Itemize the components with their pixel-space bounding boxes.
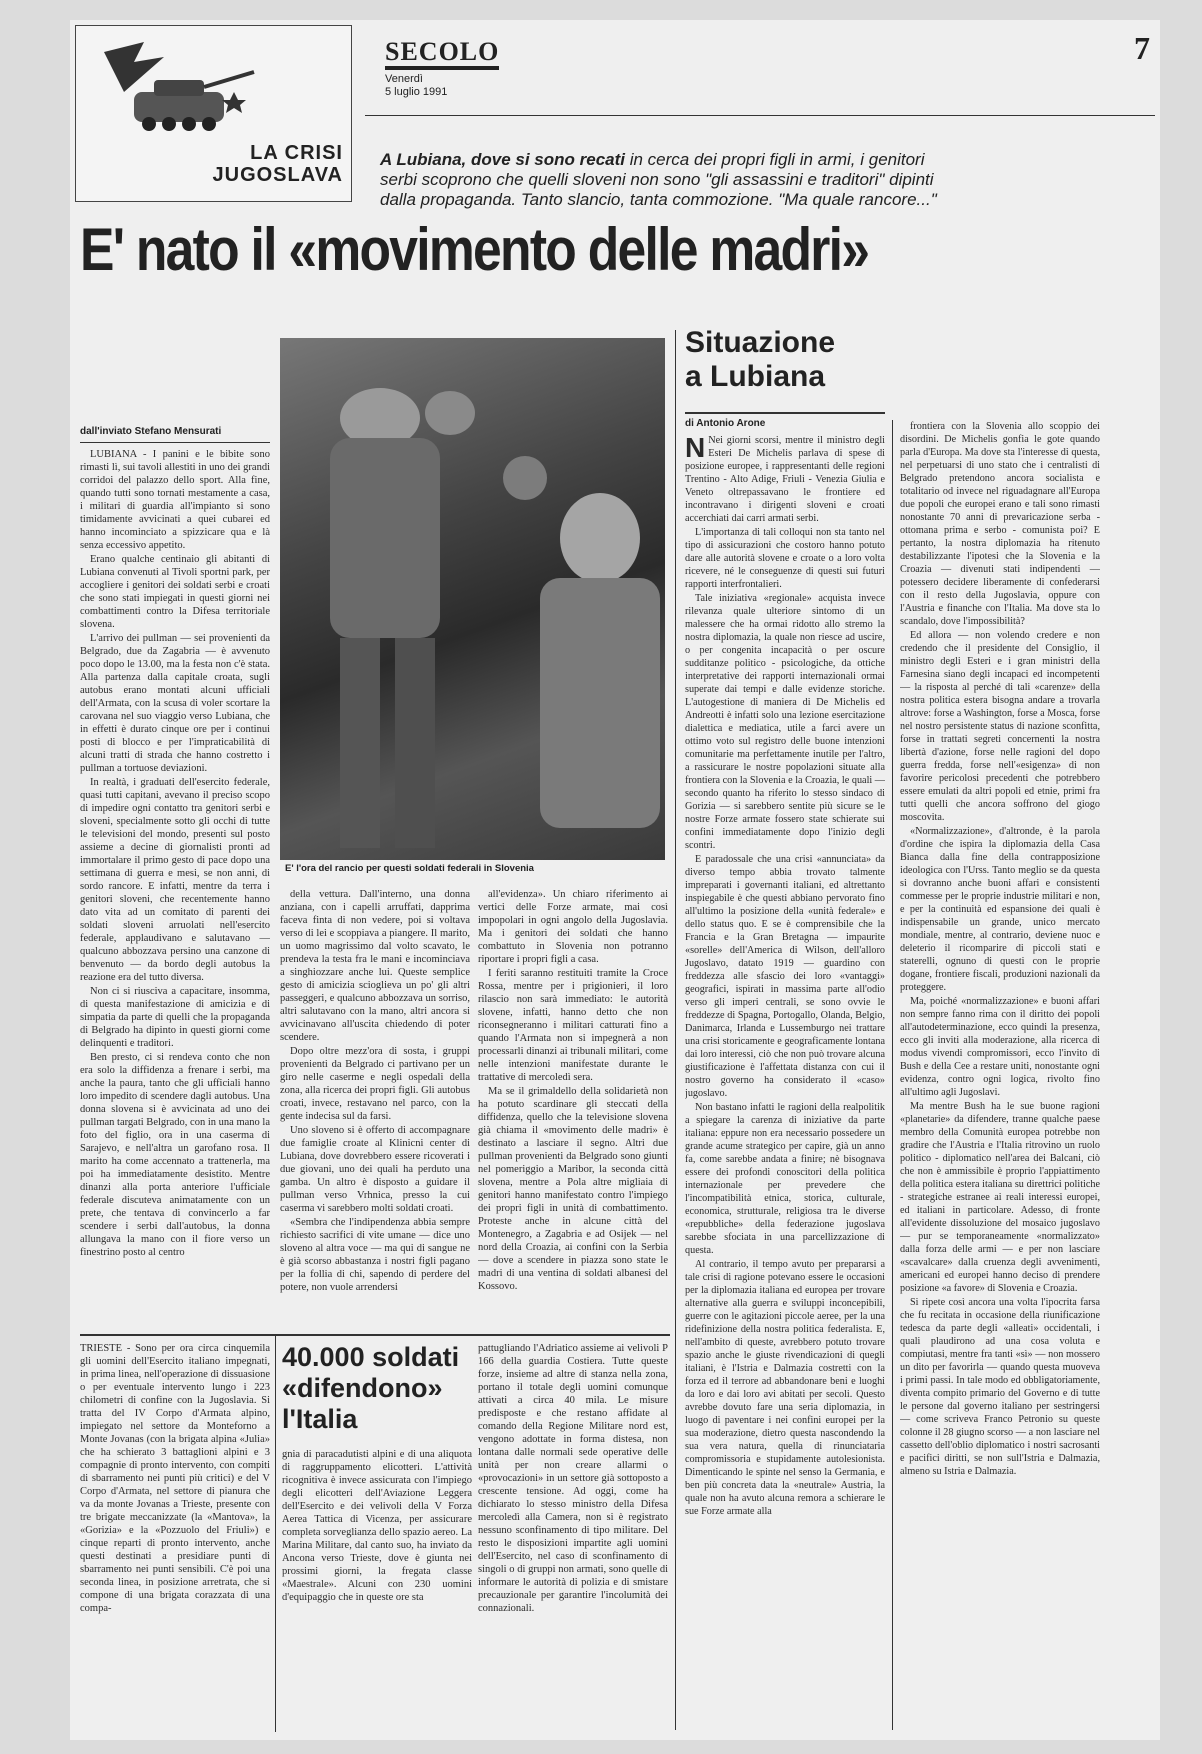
sidebar-title-line1: Situazione (685, 326, 836, 359)
section-label-line2: JUGOSLAVA (212, 164, 343, 186)
sidebar-col1-para-first (685, 434, 885, 525)
main-col1-para: LUBIANA - I panini e le bibite sono rimasti lì, sui tavoli allestiti in uno dei grandi corridoi del palazzo dello sport. Alla fine, quando tutti sono tornati mestamente a casa, i militari di guardia all'impianto si sono timidamente avvicinati a quei cubarei ed hanno incominciato a spizzicare qua e là senza eccessivo appetito. (80, 449, 270, 551)
bottom-title-line1: 40.000 soldati (282, 1342, 460, 1372)
sidebar-title (685, 326, 835, 394)
column-divider (675, 330, 676, 1730)
main-article-col1 (80, 448, 270, 1328)
intro-bold: A Lubiana, dove si sono recati (380, 150, 625, 169)
main-col1-para: Ben presto, ci si rendeva conto che non era solo la diffidenza a frenare i serbi, ma anche la paura, tanto che gli ufficiali hanno loro impedito di scendere dagli autobus. Una donna slovena si è avvicinata ad uno dei pullman targati Belgrado, con in una mano la foto del figlio, ora in una caserma di Sarajevo, e nell'altra un garofano rosa. Il marito ha come accennato a trattenerla, ma poi ha immediatamente desistito. Mentre dinanzi alla porta anteriore l'ufficiale federale discuteva animatamente con un prete, che tentava di convincerlo a far scendere i serbi dall'autobus, la donna allungava la mano con il fiore verso un finestrino posto al centro (80, 1052, 270, 1258)
sidebar-col2-para: Si ripete così ancora una volta l'ipocrita farsa che fu recitata in occasione della riunificazione tedesca da parte degli «alleati» occidentali, i quali plaudirono ad una cosa voluta e compiutasi, mentre fra tanti «sì» — non mossero un dito per favorirla — quando questa muoveva i primi passi. In tale modo ed obbligatoriamente, diventa compito primario del Governo e di tutte le persone dal governo italiano per sestringersi — come scriveva Franco Petronio su queste colonne il 28 giugno scorso — a non lasciare nel cassetto dell'oblio diplomatico i nostri sacrosanti e pacifici diritti, se non sull'Istria e Dalmazia, almeno su Istria e Dalmazia. (900, 1297, 1100, 1477)
main-col2-para: della vettura. Dall'interno, una donna anziana, con i capelli arruffati, dapprima faceva finta di non vedere, poi si voltava verso di lei e scoppiava a piangere. Il marito, un uomo magrissimo dal volto scavato, le prendeva la testa fra le mani e incominciava a singhiozzare anche lui. Queste semplice gesto di amicizia scioglieva un po' gli altri passeggeri, e qualcuno abbozzava un sorriso, altri salutavano con la mano, altri ancora si avvicinavano all'uscita chiedendo di poter scendere. (280, 889, 470, 1043)
sidebar-col1-para: Nei giorni scorsi, mentre il ministro degli Esteri De Michelis parlava di spese di posizione europee, i rappresentanti delle regioni Trentino - Alto Adige, Friuli - Venezia Giulia e Veneto oltrepassavano le frontiere ed incontravano i dirigenti sloveni e croati accerchiati dai carri armati serbi. (685, 435, 885, 524)
sidebar-col1-para: Al contrario, il tempo avuto per prepararsi a tale crisi di ragione potevano essere le occasioni per la diplomazia italiana ed europea per trovare alternative alla guerra e sviluppi inconcepibili, guerre con le agitazioni piccole aeree, per la una ridefinizione della nostra politica federalista. E, nell'ambito di queste, avrebbero potuto trovare spazio anche le giuste rivendicazioni di quegli italiani, è l'Istria e Dalmazia costretti con la forza ed il terrore ad abbandonare beni e luoghi da loro e dai loro avi abitati per secoli. Questo avrebbe dovuto fare una seria diplomazia, in luogo di paventare i nei confini europei per la sua moderazione, dietro questa nascondendo la sua vera natura, quella di rinunciataria compromissoria e stupidamente autolesionista. Dimenticando le spinte nel senso la Germania, e ben più concreta data la «neutrale» Austria, la quale non ha avuto alcuna remora a schierare le sue Forze armate alla (685, 1259, 885, 1517)
sidebar-title-line2: a Lubiana (685, 360, 826, 393)
sidebar-col2-para: Ed allora — non volendo credere e non credendo che il presidente del Consiglio, il ministro degli Esteri e i gran ministri della Farnesina siano degli incapaci ed incompetenti — la risposta al perché di tali «carenze» della nostra politica estera bisogna andare a trovarla altrove: forse a Washington, forse a Mosca, forse nel nostro persistente status di nazione sconfitta, forse in trattati segreti concernenti la nostra libertà d'azione, forse nelle ragioni del dopo guerra fredda, forse nell'«esigenza» di non favorire pericolosi precedenti che potrebbero essere emulati da altri popoli ed etnie, primi fra tutti quelli che ancora soffrono del giogo moscovita. (900, 630, 1100, 823)
soldiers-photo (280, 338, 665, 860)
bottom-article-col1 (80, 1342, 270, 1732)
section-label (213, 142, 344, 186)
main-article-col3 (478, 888, 668, 1328)
section-label-line1: LA CRISI (250, 142, 343, 164)
bottom-title-line3: l'Italia (282, 1404, 358, 1434)
newspaper-name: SECOLO (385, 38, 499, 70)
sidebar-byline: di Antonio Arone (685, 418, 766, 429)
main-col2-para: «Sembra che l'indipendenza abbia sempre richiesto sacrifici di vite umane — dice uno sloveno al altra voce — ma qui di sangue ne è già scorso abbastanza i nostri figli pagano per la follia di chi, sapendo di perdere del potere, non vuole arrendersi (280, 1217, 470, 1293)
main-col1-para: Erano qualche centinaio gli abitanti di Lubiana convenuti al Tivoli sportni park, per accogliere i genitori dei soldati serbi e croati che sono stati impiegati in questi giorni nei combattimenti contro la Difesa territoriale slovena. (80, 554, 270, 630)
main-article-col2 (280, 888, 470, 1328)
main-col3-para: Ma se il grimaldello della solidarietà non ha potuto scardinare gli steccati della diffidenza, quello che la televisione slovena già chiama il «movimento delle madri» è destinato a lasciare il segno. Altri due pullman provenienti da Belgrado sono giunti nel pomeriggio a Maribor, la seconda città slovena, mentre a Pola altre migliaia di genitori hanno manifestato contro l'impiego dei propri figli in unità di combattimento. Proteste anche in alcune città del Montenegro, a Zagabria e ad Osijek — nel nord della Croazia, ai confini con la Serbia — dove a scendere in piazza sono state le madri di una ventina di soldati albanesi del Kossovo. (478, 1086, 668, 1292)
bottom-title-line2: «difendono» (282, 1373, 443, 1403)
sidebar-col1-para: Non bastano infatti le ragioni della realpolitik a spiegare la carenza di iniziative da parte italiana: eppure non era necessario possedere un grande acume strategico per capire, già un anno fa, come sarebbe andata a finire; nè bisognava essere dei profondi conoscitori della politica internazionale per prevedere che l'incompatibilità etnica, storica, culturale, economica, strutturale, religiosa tra le diverse «repubbliche» della federazione jugoslava sarebbe sfociata in una parcellizzazione di questa. (685, 1102, 885, 1256)
main-col2-para: Dopo oltre mezz'ora di sosta, i gruppi provenienti da Belgrado ci partivano per un giro nelle caserme e negli ospedali della zona, alla ricerca dei propri figli. Gli autobus croati, invece, restavano nel parco, con la gente indecisa sul da farsi. (280, 1046, 470, 1122)
main-col1-para: L'arrivo dei pullman — sei provenienti da Belgrado, due da Zagabria — è avvenuto poco dopo le 13.00, ma la festa non c'è stata. Alla partenza dalla capitale croata, sugli autobus erano montati alcuni ufficiali dell'Armata, con la scusa di voler scortare la carovana nel suo viaggio verso Lubiana, che in effetti è durato cinque ore per i continui posti di blocco e per l'impraticabilità di alcuni tratti di strada che hanno costretto i pullman a tortuose deviazioni. (80, 633, 270, 774)
sidebar-col2-para: Ma mentre Bush ha le sue buone ragioni «planetarie» da difendere, tranne qualche paese membro della Comunità europea potrebbe non gradire che l'Austria e l'Italia ritrovino un ruolo politico - diplomatico nell'area dei Balcani, ciò che non è ammissibile è proprio l'appiattimento della politica estera italiana su direttrici politiche - strategiche estranee ai reali interessi europei, ed italiani in particolare. Adesso, di fronte all'evidente dissoluzione del mosaico jugoslavo — pur se temporaneamente «normalizzato» dalla forza delle armi — e per non lasciare «scavalcare» dalla cruenza degli avvenimenti, americani ed europei hanno deciso di prendere posizione «a favore» di Slovenia e Croazia. (900, 1101, 1100, 1294)
intro-text (380, 150, 940, 210)
sidebar-col2 (900, 420, 1100, 1730)
main-col3-para: all'evidenza». Un chiaro riferimento ai vertici delle Forze armate, mai così impopolari in ogni angolo della Jugoslavia. Ma i genitori dei soldati che hanno combattuto in Slovenia non potranno riportare i propri figli a casa. (478, 889, 668, 965)
dropcap: N (685, 434, 706, 463)
main-col1-para: Non ci si riusciva a capacitare, insomma, di questa manifestazione di amicizia e di simpatia da parte di quelli che la propaganda di Belgrado ha dipinto in questi giorni come delinquenti e traditori. (80, 986, 270, 1049)
bottom-article-col3 (478, 1342, 668, 1732)
soldiers-photo-illustration (280, 338, 665, 860)
byline-rule (80, 442, 270, 443)
bottom-article-rule (80, 1334, 670, 1336)
bottom-article-col2 (282, 1448, 472, 1732)
sidebar-col1 (685, 434, 885, 1730)
bottom-divider-1 (275, 1336, 276, 1732)
photo-caption: E' l'ora del rancio per questi soldati federali in Slovenia (285, 863, 534, 874)
bottom-article-title (282, 1342, 472, 1435)
sidebar-col1-para: Tale iniziativa «regionale» acquista invece rilevanza quale ulteriore sintomo di un malessere che ha ormai ridotto allo stremo la nostra diplomazia, la quale non riesce ad uscire, o per congenita incapacità o per oscure sudditanze politico - psicologiche, da ottiche interpretative dei rapporti internazionali ormai superate dai tempi e dalle evidenze storiche. L'autogestione di maniera di De Michelis ed Andreotti è infatti solo una lezione esercitazione dialettica e mediatica, utile a farci avere un ottimo voto sul registro delle buone intenzioni comunitarie ma perfettamente inutile per l'altro, a rassicurare le nostre popolazioni situate alla frontiera con la Slovenia e la Croazia, le quali — secondo quanto ha riferito lo stesso sindaco di Gorizia — si sarebbero sentite più sicure se le nostre Forze armate fossero state schierate sui confini immediatamente dopo l'inizio degli scontri. (685, 593, 885, 851)
page-number: 7 (1134, 30, 1150, 66)
sidebar-col2-para: «Normalizzazione», d'altronde, è la parola d'ordine che ispira la diplomazia della Casa Bianca dalla fine della contrapposizione ideologica con l'Urss. Tanto meglio se da questa si dovranno anche buoni affari e consistenti commesse per le proprie industrie militari e non, e per la continuità ed espansione dei quali è indispensabile un grande, unico mercato mondiale, mentre, al contrario, deviene nuoc e deleterio il ricomparire di piccoli stati e staterelli, ognuno di questi con le proprie dogane, frontiere fiscali, produzioni nazionali da proteggere. (900, 826, 1100, 993)
sidebar-title-rule (685, 412, 885, 414)
sidebar-col2-para: Ma, poiché «normalizzazione» e buoni affari non sempre fanno rima con il diritto dei popoli all'autodeterminazione, ecco quindi la presenza, ecco gli inviti alla moderazione, alla ricerca di modus vivendi compromissori, ecco l'invito di Bush e della Cee a restare uniti, nonostante ogni evidenza, contro ogni logica, rivolto fino all'ultimo agli Jugoslavi. (900, 996, 1100, 1098)
main-col3-para: I feriti saranno restituiti tramite la Croce Rossa, mentre per i prigionieri, il loro rilascio non sarà immediato: le autorità slovene, infatti, hanno detto che non riconsegneranno i militari catturati fino a quando l'Armata non si impegnerà a non processarli dinanzi ai tribunali militari, come nelle intenzioni manifestate durante le trattative di mercoledì sera. (478, 968, 668, 1083)
sidebar-col2-para: frontiera con la Slovenia allo scoppio dei disordini. De Michelis gonfia le gote quando parla d'Europa. Ma dove sta l'interesse di questa, nel perpetuarsi di uno stato che i centralisti di Belgrado pretendono ancora socialista e totalitario od invece nel riguadagnare all'Europa due popoli che europei erano e tali sono rimasti nonostante 70 anni di prevaricazione serba - ottomana prima e serbo - comunista poi? E pertanto, la nostra diplomazia ha ritenuto destabilizzante l'ipotesi che la Slovenia e la Croazia — divenuti stati indipendenti — potessero decidere liberamente di confederarsi con il resto della Jugoslavia, oppure con l'Austria e finanche con l'Italia. Ma dove sta lo scandalo, dove l'impossibilità? (900, 421, 1100, 627)
header-rule (365, 115, 1155, 116)
headline: E' nato il «movimento delle madri» (80, 216, 869, 283)
issue-day: Venerdì (385, 73, 423, 85)
main-col1-para: In realtà, i graduati dell'esercito federale, quasi tutti capitani, avevano il preciso scopo di impedire ogni contatto tra genitori serbi e sloveni, specialmente sotto gli occhi di tutte le televisioni del mondo, presenti sul posto assieme a decine di giornalisti pronti ad immortalare il primo gesto di pace dopo una settimana di guerra e mesi, se non anni, di sordo rancore. E infatti, mentre da terra i genitori sloveni, che recentemente hanno dato vita ad un comitato di parenti dei soldati sloveni arruolati nell'esercito federale, applaudivano e salutavano — qualcuno abbozzava persino una canzone di benvenuto — da bordo degli autobus la reazione era del tutto diversa. (80, 777, 270, 983)
bottom-col1-para: TRIESTE - Sono per ora circa cinquemila gli uomini dell'Esercito italiano impegnati, in prima linea, nell'operazione di dissuasione o per eventuale intervento lungo i 223 chilometri di confine con la Jugoslavia. Si tratta del IV Corpo d'Armata alpino, impiegato nel settore da Monteforno a Monte Jovanas (con la brigata alpina «Julia» che ha schierato 3 battaglioni alpini e 3 compagnie di pronto intervento, con compiti di sbarramento nei punti più critici) e del V Corpo d'Armata, nel settore di pianura che va da monte Jovanas a Trieste, presente con tre brigate meccanizzate (la «Mantova», la «Gorizia» e la «Pozzuolo del Friuli») e cinque reparti di pronto intervento, anche questi destinati a presidiare punti di sbarramento nei punti sensibili. C'è poi una seconda linea, in posizione arretrata, che si compone di una brigata corazzata di una compa- (80, 1343, 270, 1614)
crisis-logo-illustration (84, 32, 264, 152)
issue-date (385, 73, 499, 99)
sidebar-column-divider (892, 420, 893, 1730)
main-col2-para: Uno sloveno si è offerto di accompagnare due famiglie croate al Klinicni center di Lubiana, dove dovrebbero essere ricoverati i due giovani, uno dei quali ha perduto una gamba. Un altro è disposto a guidare il pullman verso Vrhnica, presso la cui caserma vi sarebbero molti soldati croati. (280, 1125, 470, 1214)
sidebar-col1-para: L'importanza di tali colloqui non sta tanto nel tipo di assicurazioni che costoro hanno potuto dare alle autorità slovene e croate o a loro volta ricevere, né le conseguenze di questi sui futuri rapporti interfrontalieri. (685, 527, 885, 590)
main-byline: dall'inviato Stefano Mensurati (80, 426, 222, 437)
issue-date-text: 5 luglio 1991 (385, 86, 448, 98)
intro-body: in cerca dei propri figli in armi, i genitori serbi scoprono che quelli sloveni non sono "gli assassini e traditori" dipinti dalla propaganda. Tanto slancio, tanta commozione. "Ma quale rancore..." (380, 150, 937, 209)
sidebar-col1-para: E paradossale che una crisi «annunciata» da diverso tempo abbia trovato talmente impreparati i governanti italiani, ed altrettanto inspiegabile è che questi abbiano pervorato fino all'ultimo la posizione della «unità federale» e dello status quo. E se è comprensibile che la Francia e la Gran Bretagna — impaurite «sorelle» dell'America di Wilson, dell'alloro Jugoslavo, datato 1919 — guardino con freddezza alle sfascio dei loro «vantaggi» geografici, ispirati in massima parte all'odio verso gli imperi centrali, se sono ovvie le freddezze di Spagna, Portogallo, Olanda, Belgio, Danimarca, Irlanda e Lussemburgo nei trattare una crisi storicamente e geograficamente lontana dai loro interessi, ciò che non può trovare alcuna giustificazione è l'affettata distanza con cui il nostro governo ha considerato il «caso» jugoslavo. (685, 854, 885, 1099)
section-logo-box (75, 25, 352, 202)
masthead (385, 38, 499, 99)
bottom-col3-para: pattugliando l'Adriatico assieme ai velivoli P 166 della guardia Costiera. Tutte queste forze, insieme ad altre di stanza nella zona, portano il totale degli uomini comunque attivati a circa 40 mila. Le misure predisposte e che restano affidate al comando della Regione Militare nord est, vengono adottate in forma distesa, non lontana dalle normali sede operative delle unità per non creare allarmi o «provocazioni» in un settore già sottoposto a crescente tensione. Ad oggi, come ha dichiarato lo stesso ministro della Difesa mercoledì alla Camera, non si è registrato nessuno sconfinamento di tipo militare. Del resto le disposizioni impartite agli uomini dell'Esercito, nel caso di sconfinamento di singoli o di gruppi non armati, sono quelle di informare le autorità di polizia e di smistare precauzionale per garantire l'incolumità dei connazionali. (478, 1343, 668, 1614)
newspaper-page (70, 20, 1160, 1740)
bottom-col2-para: gnia di paracadutisti alpini e di una aliquota di raggruppamento elicotteri. L'attività ricognitiva è invece assicurata con l'impiego degli elicotteri dell'Aviazione Leggera dell'Esercito e dei velivoli della V Forza Aerea Tattica di Vicenza, per assicurare completa sorveglianza dello spazio aereo. La Marina Militare, dal canto suo, ha inviato da Ancona verso Trieste, dove è giunta nei prossimi giorni, la fregata classe «Maestrale». Alcuni con 230 uomini d'equipaggio che in queste ore sta (282, 1449, 472, 1603)
